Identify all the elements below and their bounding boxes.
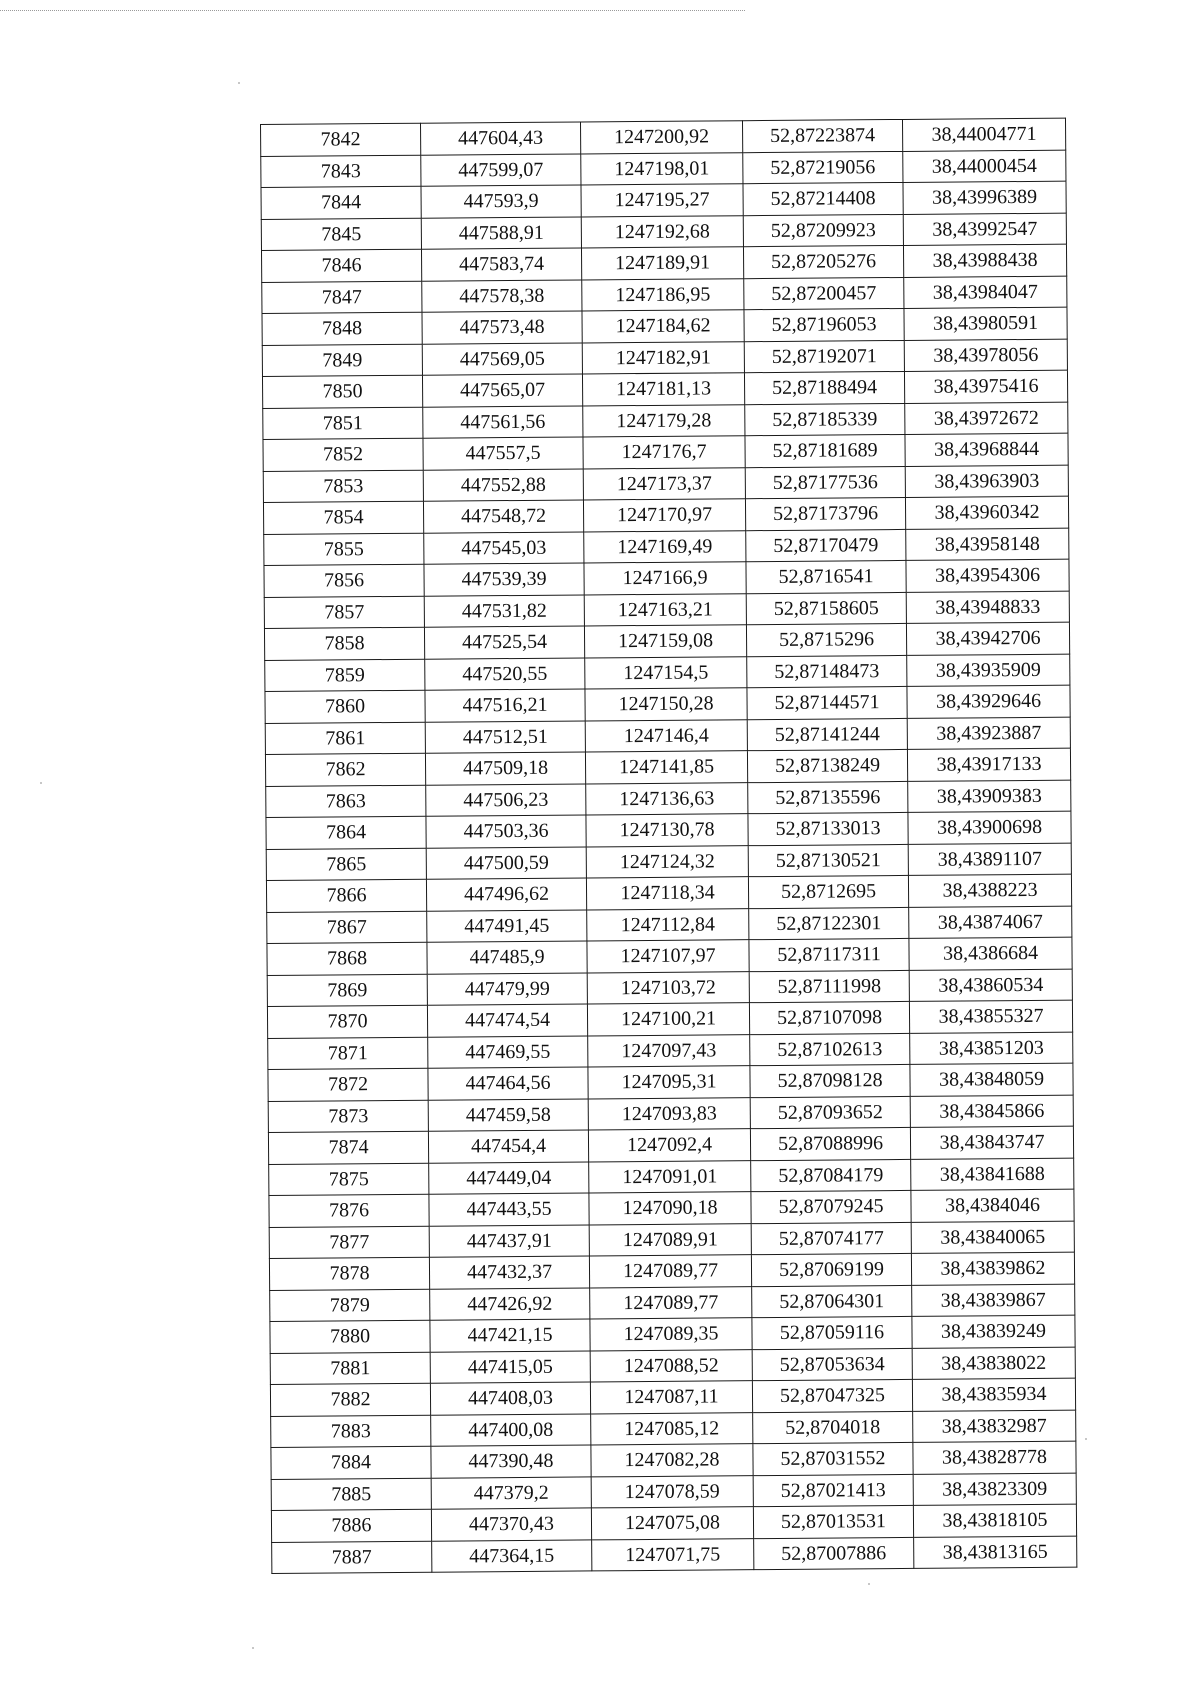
x-coordinate-cell: 447506,23 xyxy=(426,783,586,816)
longitude-cell: 38,43954306 xyxy=(906,559,1069,592)
longitude-cell: 38,43917133 xyxy=(907,748,1070,781)
longitude-cell: 38,44004771 xyxy=(902,118,1065,151)
latitude-cell: 52,87021413 xyxy=(753,1474,913,1507)
x-coordinate-cell: 447520,55 xyxy=(425,657,585,690)
y-coordinate-cell: 1247092,4 xyxy=(588,1129,750,1162)
latitude-cell: 52,87069199 xyxy=(751,1253,911,1286)
longitude-cell: 38,43996389 xyxy=(903,181,1066,214)
latitude-cell: 52,8716541 xyxy=(746,560,906,593)
x-coordinate-cell: 447464,56 xyxy=(428,1067,588,1100)
x-coordinate-cell: 447364,15 xyxy=(432,1539,592,1572)
y-coordinate-cell: 1247173,37 xyxy=(583,467,745,500)
point-number-cell: 7877 xyxy=(269,1226,429,1259)
y-coordinate-cell: 1247118,34 xyxy=(586,877,748,910)
longitude-cell: 38,4386684 xyxy=(909,937,1072,970)
latitude-cell: 52,87196053 xyxy=(744,308,904,341)
longitude-cell: 38,43975416 xyxy=(904,370,1067,403)
y-coordinate-cell: 1247089,35 xyxy=(590,1318,752,1351)
point-number-cell: 7860 xyxy=(265,690,425,723)
document-page xyxy=(260,118,1077,1574)
y-coordinate-cell: 1247091,01 xyxy=(589,1160,751,1193)
x-coordinate-cell: 447459,58 xyxy=(428,1098,588,1131)
point-number-cell: 7861 xyxy=(265,722,425,755)
latitude-cell: 52,87031552 xyxy=(753,1442,913,1475)
y-coordinate-cell: 1247179,28 xyxy=(583,404,745,437)
longitude-cell: 38,43838022 xyxy=(912,1347,1075,1380)
point-number-cell: 7851 xyxy=(263,407,423,440)
longitude-cell: 38,43942706 xyxy=(906,622,1069,655)
x-coordinate-cell: 447469,55 xyxy=(428,1035,588,1068)
latitude-cell: 52,87214408 xyxy=(743,182,903,215)
latitude-cell: 52,87141244 xyxy=(747,718,907,751)
x-coordinate-cell: 447552,88 xyxy=(423,468,583,501)
x-coordinate-cell: 447426,92 xyxy=(430,1287,590,1320)
point-number-cell: 7885 xyxy=(271,1478,431,1511)
longitude-cell: 38,43891107 xyxy=(908,843,1071,876)
x-coordinate-cell: 447503,36 xyxy=(426,815,586,848)
y-coordinate-cell: 1247089,77 xyxy=(590,1286,752,1319)
longitude-cell: 38,43818105 xyxy=(913,1504,1076,1537)
coordinates-table-body xyxy=(261,118,1077,1573)
point-number-cell: 7846 xyxy=(261,249,421,282)
y-coordinate-cell: 1247082,28 xyxy=(591,1444,753,1477)
longitude-cell: 38,43900698 xyxy=(908,811,1071,844)
latitude-cell: 52,87185339 xyxy=(745,403,905,436)
point-number-cell: 7876 xyxy=(269,1194,429,1227)
longitude-cell: 38,43843747 xyxy=(910,1126,1073,1159)
y-coordinate-cell: 1247097,43 xyxy=(588,1034,750,1067)
y-coordinate-cell: 1247089,77 xyxy=(589,1255,751,1288)
latitude-cell: 52,87135596 xyxy=(748,781,908,814)
latitude-cell: 52,87133013 xyxy=(748,812,908,845)
y-coordinate-cell: 1247088,52 xyxy=(590,1349,752,1382)
x-coordinate-cell: 447379,2 xyxy=(431,1476,591,1509)
y-coordinate-cell: 1247093,83 xyxy=(588,1097,750,1130)
x-coordinate-cell: 447485,9 xyxy=(427,941,587,974)
y-coordinate-cell: 1247078,59 xyxy=(591,1475,753,1508)
longitude-cell: 38,43958148 xyxy=(906,528,1069,561)
point-number-cell: 7844 xyxy=(261,186,421,219)
latitude-cell: 52,87007886 xyxy=(754,1537,914,1570)
point-number-cell: 7886 xyxy=(271,1509,431,1542)
longitude-cell: 38,43855327 xyxy=(909,1000,1072,1033)
scan-speck xyxy=(40,782,42,784)
point-number-cell: 7871 xyxy=(268,1037,428,1070)
x-coordinate-cell: 447400,08 xyxy=(431,1413,591,1446)
point-number-cell: 7855 xyxy=(264,533,424,566)
y-coordinate-cell: 1247195,27 xyxy=(581,184,743,217)
x-coordinate-cell: 447443,55 xyxy=(429,1193,589,1226)
y-coordinate-cell: 1247189,91 xyxy=(581,247,743,280)
longitude-cell: 38,43978056 xyxy=(904,339,1067,372)
point-number-cell: 7845 xyxy=(261,218,421,251)
x-coordinate-cell: 447565,07 xyxy=(422,374,582,407)
latitude-cell: 52,87205276 xyxy=(743,245,903,278)
x-coordinate-cell: 447599,07 xyxy=(421,153,581,186)
longitude-cell: 38,43823309 xyxy=(913,1473,1076,1506)
y-coordinate-cell: 1247184,62 xyxy=(582,310,744,343)
x-coordinate-cell: 447474,54 xyxy=(427,1004,587,1037)
longitude-cell: 38,43845866 xyxy=(910,1095,1073,1128)
point-number-cell: 7887 xyxy=(272,1541,432,1574)
x-coordinate-cell: 447408,03 xyxy=(430,1382,590,1415)
latitude-cell: 52,87209923 xyxy=(743,214,903,247)
longitude-cell: 38,43909383 xyxy=(908,780,1071,813)
point-number-cell: 7868 xyxy=(267,942,427,975)
longitude-cell: 38,43988438 xyxy=(903,244,1066,277)
x-coordinate-cell: 447496,62 xyxy=(426,878,586,911)
y-coordinate-cell: 1247182,91 xyxy=(582,341,744,374)
longitude-cell: 38,43848059 xyxy=(910,1063,1073,1096)
x-coordinate-cell: 447421,15 xyxy=(430,1319,590,1352)
latitude-cell: 52,87117311 xyxy=(749,938,909,971)
y-coordinate-cell: 1247136,63 xyxy=(586,782,748,815)
y-coordinate-cell: 1247090,18 xyxy=(589,1192,751,1225)
latitude-cell: 52,8715296 xyxy=(746,623,906,656)
longitude-cell: 38,43923887 xyxy=(907,717,1070,750)
x-coordinate-cell: 447454,4 xyxy=(428,1130,588,1163)
point-number-cell: 7875 xyxy=(269,1163,429,1196)
y-coordinate-cell: 1247141,85 xyxy=(585,751,747,784)
point-number-cell: 7847 xyxy=(262,281,422,314)
point-number-cell: 7850 xyxy=(262,375,422,408)
latitude-cell: 52,87223874 xyxy=(742,119,902,152)
x-coordinate-cell: 447432,37 xyxy=(429,1256,589,1289)
y-coordinate-cell: 1247124,32 xyxy=(586,845,748,878)
point-number-cell: 7853 xyxy=(263,470,423,503)
longitude-cell: 38,43968844 xyxy=(905,433,1068,466)
y-coordinate-cell: 1247130,78 xyxy=(586,814,748,847)
x-coordinate-cell: 447583,74 xyxy=(421,248,581,281)
point-number-cell: 7870 xyxy=(267,1005,427,1038)
x-coordinate-cell: 447557,5 xyxy=(423,437,583,470)
longitude-cell: 38,43835934 xyxy=(912,1378,1075,1411)
table-row xyxy=(272,1536,1077,1574)
y-coordinate-cell: 1247095,31 xyxy=(588,1066,750,1099)
point-number-cell: 7866 xyxy=(266,879,426,912)
point-number-cell: 7883 xyxy=(271,1415,431,1448)
y-coordinate-cell: 1247085,12 xyxy=(591,1412,753,1445)
scan-speck xyxy=(1085,1438,1087,1440)
latitude-cell: 52,87173796 xyxy=(745,497,905,530)
latitude-cell: 52,87059116 xyxy=(752,1316,912,1349)
x-coordinate-cell: 447415,05 xyxy=(430,1350,590,1383)
point-number-cell: 7858 xyxy=(264,627,424,660)
x-coordinate-cell: 447569,05 xyxy=(422,342,582,375)
latitude-cell: 52,87079245 xyxy=(751,1190,911,1223)
longitude-cell: 38,43839867 xyxy=(912,1284,1075,1317)
latitude-cell: 52,87177536 xyxy=(745,466,905,499)
point-number-cell: 7878 xyxy=(269,1257,429,1290)
point-number-cell: 7872 xyxy=(268,1068,428,1101)
latitude-cell: 52,87148473 xyxy=(747,655,907,688)
latitude-cell: 52,87047325 xyxy=(752,1379,912,1412)
y-coordinate-cell: 1247089,91 xyxy=(589,1223,751,1256)
latitude-cell: 52,87074177 xyxy=(751,1222,911,1255)
scan-top-edge-line xyxy=(0,10,745,11)
point-number-cell: 7859 xyxy=(265,659,425,692)
latitude-cell: 52,87188494 xyxy=(744,371,904,404)
longitude-cell: 38,4384046 xyxy=(911,1189,1074,1222)
point-number-cell: 7863 xyxy=(266,785,426,818)
point-number-cell: 7874 xyxy=(268,1131,428,1164)
x-coordinate-cell: 447604,43 xyxy=(420,122,580,155)
y-coordinate-cell: 1247087,11 xyxy=(590,1381,752,1414)
point-number-cell: 7882 xyxy=(270,1383,430,1416)
latitude-cell: 52,87064301 xyxy=(752,1285,912,1318)
point-number-cell: 7842 xyxy=(261,123,421,156)
scan-speck xyxy=(238,82,240,84)
point-number-cell: 7881 xyxy=(270,1352,430,1385)
point-number-cell: 7884 xyxy=(271,1446,431,1479)
longitude-cell: 38,43992547 xyxy=(903,213,1066,246)
x-coordinate-cell: 447545,03 xyxy=(424,531,584,564)
longitude-cell: 38,43860534 xyxy=(909,969,1072,1002)
y-coordinate-cell: 1247170,97 xyxy=(583,499,745,532)
longitude-cell: 38,43984047 xyxy=(904,276,1067,309)
longitude-cell: 38,43839249 xyxy=(912,1315,1075,1348)
point-number-cell: 7862 xyxy=(265,753,425,786)
y-coordinate-cell: 1247150,28 xyxy=(585,688,747,721)
longitude-cell: 38,43840065 xyxy=(911,1221,1074,1254)
longitude-cell: 38,43851203 xyxy=(910,1032,1073,1065)
point-number-cell: 7854 xyxy=(263,501,423,534)
longitude-cell: 38,44000454 xyxy=(903,150,1066,183)
y-coordinate-cell: 1247159,08 xyxy=(584,625,746,658)
x-coordinate-cell: 447491,45 xyxy=(427,909,587,942)
y-coordinate-cell: 1247166,9 xyxy=(584,562,746,595)
x-coordinate-cell: 447539,39 xyxy=(424,563,584,596)
x-coordinate-cell: 447437,91 xyxy=(429,1224,589,1257)
point-number-cell: 7864 xyxy=(266,816,426,849)
latitude-cell: 52,87013531 xyxy=(753,1505,913,1538)
longitude-cell: 38,43960342 xyxy=(905,496,1068,529)
latitude-cell: 52,87102613 xyxy=(750,1033,910,1066)
point-number-cell: 7852 xyxy=(263,438,423,471)
x-coordinate-cell: 447593,9 xyxy=(421,185,581,218)
longitude-cell: 38,43948833 xyxy=(906,591,1069,624)
point-number-cell: 7867 xyxy=(267,911,427,944)
y-coordinate-cell: 1247075,08 xyxy=(591,1507,753,1540)
point-number-cell: 7865 xyxy=(266,848,426,881)
longitude-cell: 38,43929646 xyxy=(907,685,1070,718)
y-coordinate-cell: 1247192,68 xyxy=(581,215,743,248)
scan-speck xyxy=(868,1583,870,1585)
x-coordinate-cell: 447588,91 xyxy=(421,216,581,249)
longitude-cell: 38,43980591 xyxy=(904,307,1067,340)
latitude-cell: 52,87170479 xyxy=(746,529,906,562)
y-coordinate-cell: 1247163,21 xyxy=(584,593,746,626)
x-coordinate-cell: 447512,51 xyxy=(425,720,585,753)
latitude-cell: 52,87098128 xyxy=(750,1064,910,1097)
longitude-cell: 38,43828778 xyxy=(913,1441,1076,1474)
point-number-cell: 7880 xyxy=(270,1320,430,1353)
latitude-cell: 52,8704018 xyxy=(753,1411,913,1444)
longitude-cell: 38,43832987 xyxy=(913,1410,1076,1443)
y-coordinate-cell: 1247154,5 xyxy=(585,656,747,689)
scan-speck xyxy=(252,1647,254,1649)
latitude-cell: 52,87200457 xyxy=(744,277,904,310)
latitude-cell: 52,87181689 xyxy=(745,434,905,467)
latitude-cell: 52,8712695 xyxy=(748,875,908,908)
latitude-cell: 52,87107098 xyxy=(749,1001,909,1034)
longitude-cell: 38,43841688 xyxy=(911,1158,1074,1191)
x-coordinate-cell: 447370,43 xyxy=(431,1508,591,1541)
x-coordinate-cell: 447531,82 xyxy=(424,594,584,627)
latitude-cell: 52,87219056 xyxy=(743,151,903,184)
longitude-cell: 38,4388223 xyxy=(908,874,1071,907)
point-number-cell: 7857 xyxy=(264,596,424,629)
latitude-cell: 52,87111998 xyxy=(749,970,909,1003)
point-number-cell: 7869 xyxy=(267,974,427,1007)
point-number-cell: 7848 xyxy=(262,312,422,345)
point-number-cell: 7873 xyxy=(268,1100,428,1133)
coordinates-table xyxy=(260,118,1077,1574)
x-coordinate-cell: 447548,72 xyxy=(423,500,583,533)
x-coordinate-cell: 447500,59 xyxy=(426,846,586,879)
latitude-cell: 52,87088996 xyxy=(750,1127,910,1160)
latitude-cell: 52,87084179 xyxy=(751,1159,911,1192)
y-coordinate-cell: 1247169,49 xyxy=(584,530,746,563)
latitude-cell: 52,87138249 xyxy=(747,749,907,782)
y-coordinate-cell: 1247198,01 xyxy=(581,152,743,185)
point-number-cell: 7856 xyxy=(264,564,424,597)
y-coordinate-cell: 1247176,7 xyxy=(583,436,745,469)
y-coordinate-cell: 1247071,75 xyxy=(592,1538,754,1571)
longitude-cell: 38,43963903 xyxy=(905,465,1068,498)
longitude-cell: 38,43935909 xyxy=(907,654,1070,687)
longitude-cell: 38,43972672 xyxy=(905,402,1068,435)
longitude-cell: 38,43839862 xyxy=(911,1252,1074,1285)
point-number-cell: 7843 xyxy=(261,155,421,188)
x-coordinate-cell: 447578,38 xyxy=(422,279,582,312)
longitude-cell: 38,43874067 xyxy=(909,906,1072,939)
x-coordinate-cell: 447509,18 xyxy=(425,752,585,785)
y-coordinate-cell: 1247112,84 xyxy=(587,908,749,941)
latitude-cell: 52,87130521 xyxy=(748,844,908,877)
y-coordinate-cell: 1247100,21 xyxy=(587,1003,749,1036)
latitude-cell: 52,87093652 xyxy=(750,1096,910,1129)
x-coordinate-cell: 447561,56 xyxy=(423,405,583,438)
latitude-cell: 52,87158605 xyxy=(746,592,906,625)
x-coordinate-cell: 447573,48 xyxy=(422,311,582,344)
latitude-cell: 52,87053634 xyxy=(752,1348,912,1381)
x-coordinate-cell: 447479,99 xyxy=(427,972,587,1005)
x-coordinate-cell: 447390,48 xyxy=(431,1445,591,1478)
y-coordinate-cell: 1247200,92 xyxy=(580,121,742,154)
y-coordinate-cell: 1247181,13 xyxy=(582,373,744,406)
latitude-cell: 52,87192071 xyxy=(744,340,904,373)
longitude-cell: 38,43813165 xyxy=(914,1536,1077,1569)
y-coordinate-cell: 1247103,72 xyxy=(587,971,749,1004)
latitude-cell: 52,87122301 xyxy=(749,907,909,940)
point-number-cell: 7879 xyxy=(270,1289,430,1322)
x-coordinate-cell: 447525,54 xyxy=(424,626,584,659)
latitude-cell: 52,87144571 xyxy=(747,686,907,719)
y-coordinate-cell: 1247146,4 xyxy=(585,719,747,752)
y-coordinate-cell: 1247186,95 xyxy=(582,278,744,311)
y-coordinate-cell: 1247107,97 xyxy=(587,940,749,973)
point-number-cell: 7849 xyxy=(262,344,422,377)
x-coordinate-cell: 447516,21 xyxy=(425,689,585,722)
x-coordinate-cell: 447449,04 xyxy=(429,1161,589,1194)
